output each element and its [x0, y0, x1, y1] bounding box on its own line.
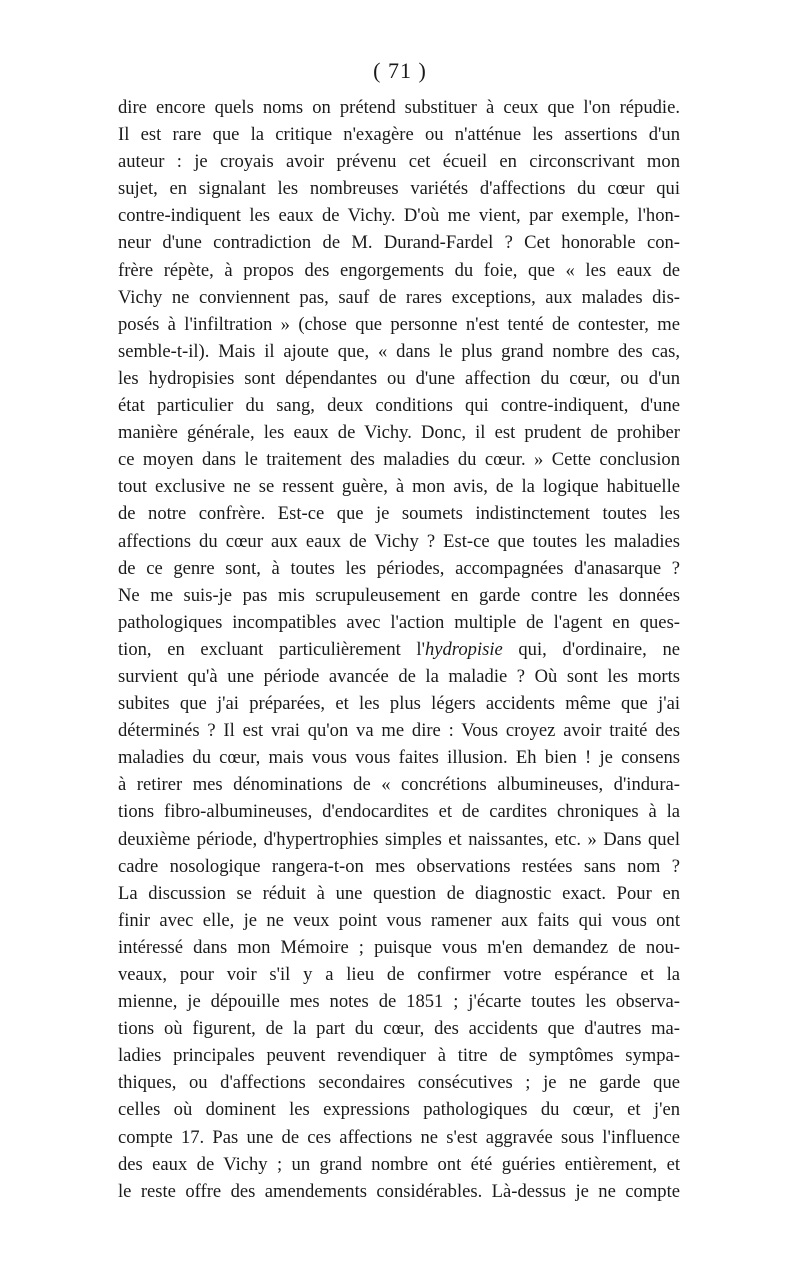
text-line: tions où figurent, de la part du cœur, des accidents que d'autres ma- [118, 1018, 680, 1040]
text-line: auteur : je croyais avoir prévenu cet écueil en circonscrivant mon [118, 151, 680, 173]
text-line: cadre nosologique rangera-t-on mes observations restées sans nom ? [118, 855, 680, 877]
text-line: celles où dominent les expressions pathologiques du cœur, et j'en [118, 1099, 680, 1121]
text-line: dire encore quels noms on prétend substituer à ceux que l'on répudie. [118, 97, 680, 118]
text-line: posés à l'infiltration » (chose que personne n'est tenté de contester, me [118, 313, 680, 335]
text-line: contre-indiquent les eaux de Vichy. D'où me vient, par exemple, l'hon- [118, 205, 680, 227]
text-line: de notre confrère. Est-ce que je soumets indistinctement toutes les [118, 503, 680, 525]
text-line: affections du cœur aux eaux de Vichy ? Est-ce que toutes les maladies [118, 530, 680, 552]
text-line: subites que j'ai préparées, et les plus légers accidents même que j'ai [118, 693, 680, 715]
text-line: des eaux de Vichy ; un grand nombre ont été guéries entièrement, et [118, 1153, 680, 1175]
text-line: intéressé dans mon Mémoire ; puisque vous m'en demandez de nou- [118, 936, 680, 958]
text-line: veaux, pour voir s'il y a lieu de confirmer votre espérance et la [118, 964, 680, 985]
text-line: les hydropisies sont dépendantes ou d'une affection du cœur, ou d'un [118, 367, 680, 389]
text-line: état particulier du sang, deux conditions qui contre-indiquent, d'une [118, 395, 680, 417]
text-line: tions fibro-albumineuses, d'endocardites et de cardites chroniques à la [118, 801, 680, 823]
text-line: Il est rare que la critique n'exagère ou n'atténue les assertions d'un [118, 124, 680, 146]
page-number: ( 71 ) [373, 58, 427, 83]
text-line: neur d'une contradiction de M. Durand-Fardel ? Cet honorable con- [118, 232, 680, 254]
text-line: thiques, ou d'affections secondaires consécutives ; je ne garde que [118, 1072, 680, 1094]
text-line: La discussion se réduit à une question de diagnostic exact. Pour en [118, 882, 680, 904]
body-text [118, 94, 680, 1205]
text-line: mienne, je dépouille mes notes de 1851 ; j'écarte toutes les observa- [118, 991, 680, 1013]
text-line: ladies principales peuvent revendiquer à titre de symptômes sympa- [118, 1045, 680, 1067]
text-line: ce moyen dans le traitement des maladies du cœur. » Cette conclusion [118, 449, 680, 471]
text-line: sujet, en signalant les nombreuses variétés d'affections du cœur qui [118, 178, 680, 200]
text-line: le reste offre des amendements considérables. Là-dessus je ne compte [118, 1180, 680, 1202]
text-line: manière générale, les eaux de Vichy. Donc, il est prudent de prohiber [118, 422, 680, 444]
text-line: finir avec elle, je ne veux point vous ramener aux faits qui vous ont [118, 909, 680, 931]
text-line: de ce genre sont, à toutes les périodes, accompagnées d'anasarque ? [118, 557, 680, 579]
italic-term: hydropisie [424, 638, 503, 660]
text-line: frère répète, à propos des engorgements du foie, que « les eaux de [118, 259, 680, 281]
text-line [118, 636, 680, 663]
text-line: Ne me suis-je pas mis scrupuleusement en garde contre les données [118, 584, 680, 606]
text-line: compte 17. Pas une de ces affections ne s'est aggravée sous l'influence [118, 1126, 680, 1148]
text-line: Vichy ne conviennent pas, sauf de rares exceptions, aux malades dis- [118, 286, 680, 308]
text-segment: tion, en excluant particulièrement l' [118, 638, 425, 660]
text-line: survient qu'à une période avancée de la maladie ? Où sont les morts [118, 665, 680, 687]
text-line: à retirer mes dénominations de « concrétions albumineuses, d'indura- [118, 774, 680, 796]
text-line: deuxième période, d'hypertrophies simples et naissantes, etc. » Dans quel [118, 828, 680, 850]
text-line: pathologiques incompatibles avec l'action multiple de l'agent en ques- [118, 611, 680, 633]
text-line: maladies du cœur, mais vous vous faites illusion. Eh bien ! je consens [118, 747, 680, 769]
text-segment: qui, d'ordinaire, ne [502, 638, 680, 660]
text-line: semble-t-il). Mais il ajoute que, « dans le plus grand nombre des cas, [118, 340, 680, 362]
text-line: déterminés ? Il est vrai qu'on va me dire : Vous croyez avoir traité des [118, 720, 680, 742]
text-line: tout exclusive ne se ressent guère, à mon avis, de la logique habituelle [118, 476, 680, 498]
